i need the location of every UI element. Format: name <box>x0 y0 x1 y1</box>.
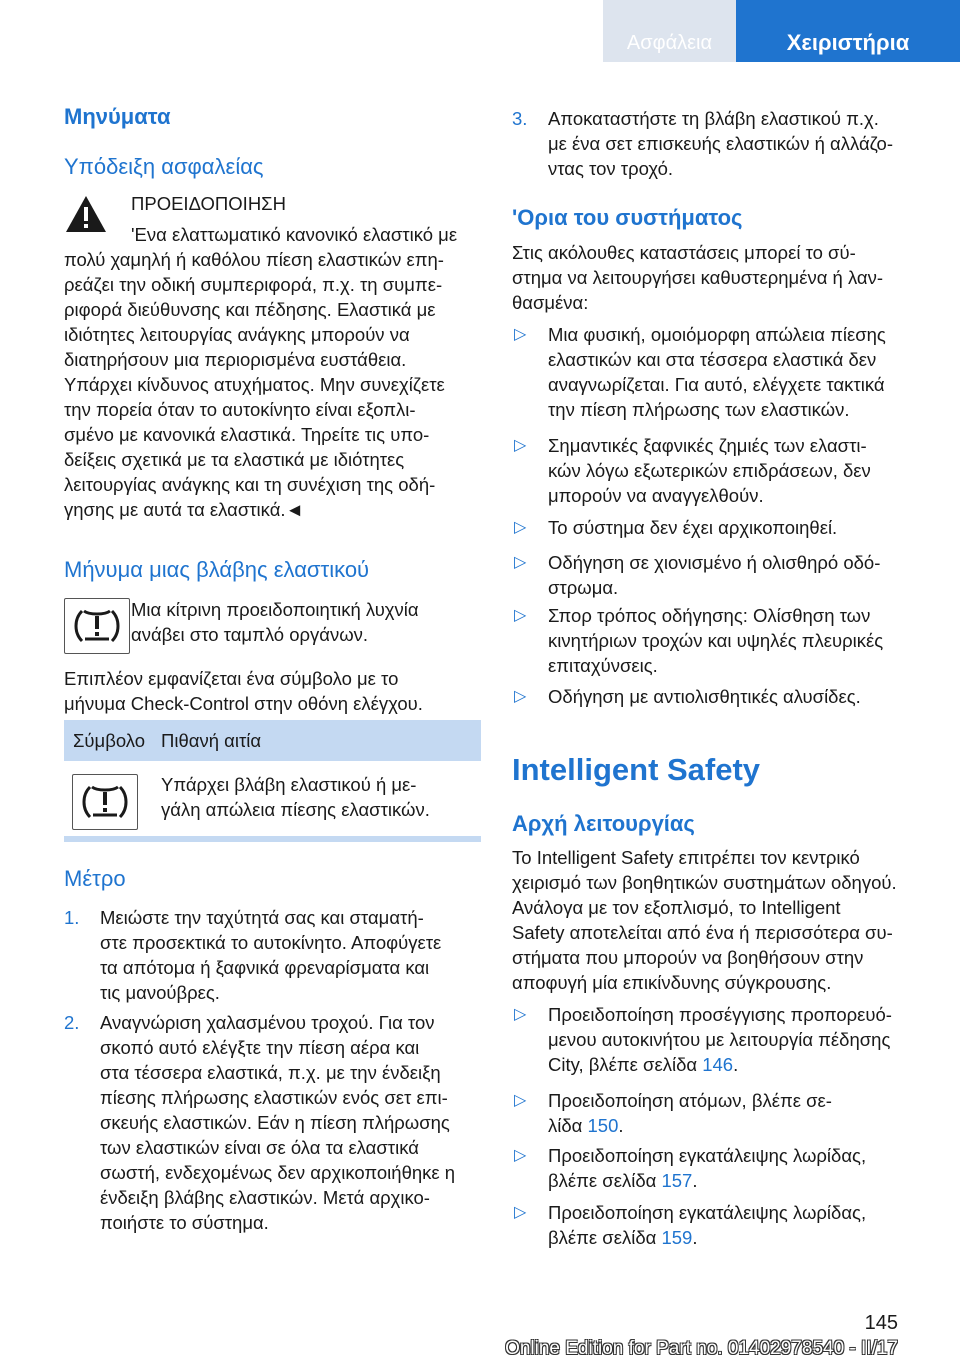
limit-item-line: Οδήγηση σε χιονισμένο ή ολισθηρό οδό- <box>548 552 881 573</box>
warning-line: λειτουργίας ανάγκης και τη συνέχιση της οδή- <box>64 474 436 495</box>
step-line: σκοπό αυτό ελέγξτε την πίεση αέρα και <box>100 1037 420 1058</box>
principle-line: χειρισμό των βοηθητικών συστημάτων οδηγού. <box>512 872 897 893</box>
bullet-triangle-icon: ▷ <box>514 688 527 705</box>
principle-line: στήματα που μπορούν να βοηθήσουν στην <box>512 947 864 968</box>
tire-pressure-warning-icon <box>72 774 138 830</box>
bullet-triangle-icon: ▷ <box>514 607 527 624</box>
step-line: στε προσεκτικά το αυτοκίνητο. Αποφύγετε <box>100 932 442 953</box>
limits-intro-line: στημα να λειτουργήσει καθυστερημένα ή λαν- <box>512 267 884 288</box>
tire-damage-heading: Μήνυμα μιας βλάβης ελαστικού <box>64 557 370 582</box>
bullet-triangle-icon: ▷ <box>514 1006 527 1023</box>
extra-line: Επιπλέον εμφανίζεται ένα σύμβολο με το <box>64 668 399 689</box>
system-limits-heading: 'Ορια του συστήματος <box>512 205 743 230</box>
step-line: τις μανούβρες. <box>100 982 220 1003</box>
ref-line: βλέπε σελίδα 157. <box>548 1170 698 1191</box>
page-link-159[interactable]: 159 <box>661 1227 693 1248</box>
limit-item-line: την πίεση πλήρωσης των ελαστικών. <box>548 399 850 420</box>
limit-item-line: Μια φυσική, ομοιόμορφη απώλεια πίεσης <box>548 324 886 345</box>
limit-item-line: Σημαντικές ξαφνικές ζημιές των ελαστι- <box>548 435 867 456</box>
limits-intro-line: θασμένα: <box>512 292 589 313</box>
warning-icon <box>64 194 108 234</box>
limit-item-line: στρωμα. <box>548 577 619 598</box>
table-cell: γάλη απώλεια πίεσης ελαστικών. <box>161 799 430 820</box>
warning-line: σμένο με κανονικά ελαστικά. Τηρείτε τις υπο- <box>64 424 430 445</box>
ref-line: Προειδοποίηση προσέγγισης προπορευό- <box>548 1004 892 1025</box>
step-line: στα τέσσερα ελαστικά, π.χ. με την ένδειξη <box>100 1062 441 1083</box>
step-line: Μειώστε την ταχύτητά σας και σταματή- <box>100 907 424 928</box>
header <box>0 0 960 62</box>
warning-line: γησης με αυτά τα ελαστικά.◄ <box>64 499 304 520</box>
step-line: με ένα σετ επισκευής ελαστικών ή αλλάζο- <box>548 133 894 154</box>
step-number: 2. <box>64 1012 80 1033</box>
limits-intro-line: Στις ακόλουθες καταστάσεις μπορεί το σύ- <box>512 242 856 263</box>
bullet-triangle-icon: ▷ <box>514 1092 527 1109</box>
edition-note: Online Edition for Part no. 01402978540 - II/17 <box>505 1338 898 1359</box>
limit-item-line: κών λόγω εξωτερικών επιδράσεων, δεν <box>548 460 871 481</box>
bullet-triangle-icon: ▷ <box>514 519 527 536</box>
step-line: ένδειξη βλάβης ελαστικών. Μετά αρχικο- <box>100 1187 430 1208</box>
step-line: τα απότομα ή ξαφνικά φρεναρίσματα και <box>100 957 430 978</box>
tab-controls[interactable]: Χειριστήρια <box>736 0 960 62</box>
principle-line: Safety αποτελείται από ένα ή περισσότερα συ- <box>512 922 893 943</box>
page-link-150[interactable]: 150 <box>587 1115 619 1136</box>
limit-item-line: Οδήγηση με αντιολισθητικές αλυσίδες. <box>548 686 861 707</box>
damage-line: ανάβει στο ταμπλό οργάνων. <box>131 624 369 645</box>
table-cell: Υπάρχει βλάβη ελαστικού ή με- <box>161 774 417 795</box>
ref-line: City, βλέπε σελίδα 146. <box>548 1054 739 1075</box>
step-line: Αποκαταστήστε τη βλάβη ελαστικού π.χ. <box>548 108 879 129</box>
page-number: 145 <box>864 1312 898 1334</box>
safety-indication-heading: Υπόδειξη ασφαλείας <box>64 154 264 179</box>
limit-item-line: αναγνωρίζεται. Για αυτό, ελέγχετε τακτικά <box>548 374 885 395</box>
bullet-triangle-icon: ▷ <box>514 1147 527 1164</box>
warning-line: την πορεία όταν το αυτοκίνητο είναι εξοπλι- <box>64 399 416 420</box>
principle-line: αποφυγή μία επικίνδυνης σύγκρουσης. <box>512 972 832 993</box>
extra-line: μήνυμα Check-Control στην οθόνη ελέγχου. <box>64 693 423 714</box>
step-line: πίεσης πλήρωσης ελαστικών ενός σετ επι- <box>100 1087 448 1108</box>
step-line: σωστή, ενδεχομένως δεν αρχικοποιήθηκε η <box>100 1162 456 1183</box>
warning-line: ιδιότητες λειτουργίας ανάγκης μπορούν να <box>64 324 410 345</box>
limit-item-line: κινητήριων τροχών και υψηλές πλευρικές <box>548 630 884 651</box>
bullet-triangle-icon: ▷ <box>514 326 527 343</box>
ref-line: Προειδοποίηση ατόμων, βλέπε σε- <box>548 1090 832 1111</box>
step-line: Αναγνώριση χαλασμένου τροχού. Για τον <box>100 1012 435 1033</box>
limit-item-line: Σπορ τρόπος οδήγησης: Ολίσθηση των <box>548 605 871 626</box>
warning-line: ριφορά διεύθυνσης και πέδησης. Ελαστικά με <box>64 299 436 320</box>
ref-line: βλέπε σελίδα 159. <box>548 1227 698 1248</box>
step-line: ντας τον τροχό. <box>548 158 674 179</box>
column-header-symbol: Σύμβολο <box>73 730 146 751</box>
damage-line: Μια κίτρινη προειδοποιητική λυχνία <box>131 599 419 620</box>
step-number: 1. <box>64 907 80 928</box>
principle-line: Ανάλογα με τον εξοπλισμό, το Intelligent <box>512 897 841 918</box>
page-link-146[interactable]: 146 <box>702 1054 734 1075</box>
warning-title: ΠΡΟΕΙΔΟΠΟΙΗΣΗ <box>131 193 286 214</box>
warning-line: Υπάρχει κίνδυνος ατυχήματος. Μην συνεχίζετε <box>64 374 445 395</box>
warning-line: ρεάζει την οδική συμπεριφορά, π.χ. τη συμπε- <box>64 274 443 295</box>
warning-line: 'Ενα ελαττωματικό κανονικό ελαστικό με <box>131 224 458 245</box>
warning-line: πολύ χαμηλή ή καθόλου πίεση ελαστικών επη- <box>64 249 444 270</box>
intelligent-safety-heading: Intelligent Safety <box>512 752 761 787</box>
step-line: ποιήστε το σύστημα. <box>100 1212 269 1233</box>
warning-line: δείξεις σχετικά με τα ελαστικά με ιδιότητες <box>64 449 405 470</box>
step-number: 3. <box>512 108 528 129</box>
bullet-triangle-icon: ▷ <box>514 1204 527 1221</box>
bullet-triangle-icon: ▷ <box>514 554 527 571</box>
table-bottom-rule <box>64 836 481 842</box>
principle-heading: Αρχή λειτουργίας <box>512 811 695 836</box>
table-header <box>64 720 481 761</box>
tab-safety[interactable]: Ασφάλεια <box>603 0 736 62</box>
step-line: σκευής ελαστικών. Εάν η πίεση πλήρωσης <box>100 1112 450 1133</box>
ref-line: Προειδοποίηση εγκατάλειψης λωρίδας, <box>548 1202 867 1223</box>
measures-heading: Μέτρο <box>64 866 126 891</box>
limit-item-line: Το σύστημα δεν έχει αρχικοποιηθεί. <box>548 517 838 538</box>
messages-heading: Μηνύματα <box>64 104 171 129</box>
column-header-cause: Πιθανή αιτία <box>161 730 262 751</box>
ref-line: λίδα 150. <box>548 1115 624 1136</box>
step-line: των ελαστικών είναι σε όλα τα ελαστικά <box>100 1137 419 1158</box>
tire-pressure-warning-icon <box>64 598 130 654</box>
bullet-triangle-icon: ▷ <box>514 437 527 454</box>
ref-line: μενου αυτοκινήτου με λειτουργία πέδησης <box>548 1029 891 1050</box>
page-link-157[interactable]: 157 <box>661 1170 693 1191</box>
limit-item-line: ελαστικών και στα τέσσερα ελαστικά δεν <box>548 349 877 370</box>
principle-line: Το Intelligent Safety επιτρέπει τον κεντρικό <box>512 847 860 868</box>
limit-item-line: μπορούν να αναγγελθούν. <box>548 485 764 506</box>
limit-item-line: επιταχύνσεις. <box>548 655 658 676</box>
warning-line: διατηρήσουν μια περιορισμένα ευστάθεια. <box>64 349 407 370</box>
ref-line: Προειδοποίηση εγκατάλειψης λωρίδας, <box>548 1145 867 1166</box>
